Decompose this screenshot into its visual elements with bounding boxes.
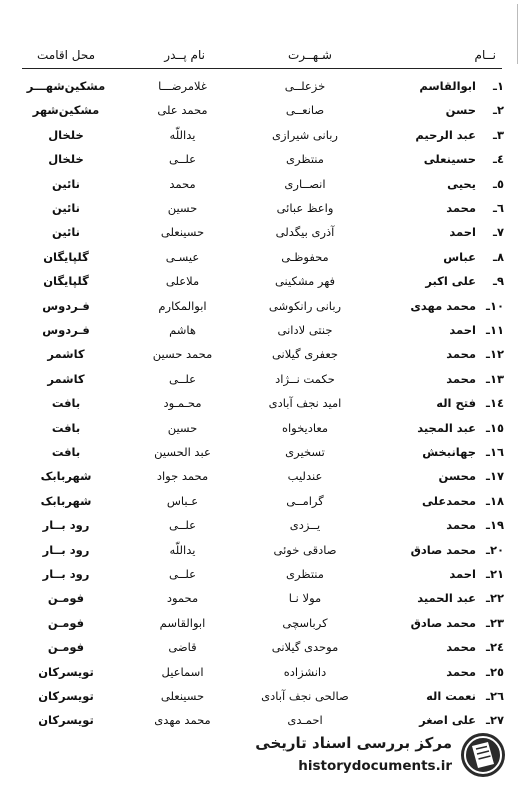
row-number: ٩ـ	[493, 274, 504, 289]
table-row	[0, 392, 520, 416]
table-row	[0, 270, 520, 294]
table-row	[0, 221, 520, 245]
watermark-url: historydocuments.ir	[298, 758, 452, 774]
row-fame: صانعــی	[285, 103, 325, 118]
row-name: عبد المجید	[417, 420, 476, 435]
row-name: محمد	[446, 201, 476, 215]
row-residence: خلخال	[48, 127, 84, 142]
row-residence: تویسرکان	[38, 713, 94, 728]
table-row	[0, 587, 520, 611]
table-row	[0, 75, 520, 99]
row-fame: آذری بیگدلی	[275, 225, 335, 240]
row-residence: فومـن	[47, 591, 85, 606]
row-fame: خزعلــی	[284, 79, 326, 93]
table-row	[0, 99, 520, 123]
row-residence: تویسرکان	[38, 664, 94, 679]
row-father: علــی	[169, 152, 196, 167]
row-fame: محفوظـی	[281, 249, 329, 264]
row-fame: تسخیری	[285, 445, 325, 459]
row-name: محمد	[446, 371, 476, 386]
row-father: هاشم	[169, 323, 196, 337]
row-fame: یــزدی	[289, 518, 321, 533]
row-fame: دانشزاده	[283, 664, 327, 679]
row-number: ٢٧ـ	[486, 713, 504, 728]
row-name: علی اکبر	[425, 274, 476, 289]
row-name: محمد	[446, 347, 476, 362]
row-number: ٢٣ـ	[486, 615, 504, 630]
row-residence: فومـن	[47, 615, 85, 630]
row-name: عبد الحمید	[417, 591, 476, 606]
row-number: ١٣ـ	[486, 371, 504, 386]
row-fame: جنتی لادانی	[277, 323, 333, 337]
watermark-title: مرکز بررسی اسناد تاریخی	[255, 734, 452, 752]
row-number: ٦ـ	[493, 201, 504, 215]
row-name: محسن	[438, 469, 476, 484]
row-name: جهانبخش	[422, 445, 476, 459]
row-father: حسینعلی	[160, 689, 205, 703]
row-name: حسینعلی	[423, 152, 476, 167]
row-number: ١٥ـ	[486, 420, 504, 435]
table-row	[0, 246, 520, 270]
table-row	[0, 368, 520, 392]
row-name: احمد	[449, 323, 476, 337]
row-name: علی اصغر	[419, 713, 476, 728]
row-number: ٢ـ	[493, 103, 504, 118]
row-fame: گرامــی	[286, 493, 324, 508]
row-name: عباس	[443, 249, 476, 264]
row-residence: فـردوس	[42, 298, 90, 313]
row-number: ١٠ـ	[486, 298, 504, 313]
row-father: عبد الحسین	[154, 445, 211, 459]
row-number: ١١ـ	[486, 323, 504, 337]
row-residence: فومـن	[47, 640, 85, 655]
row-father: حسین	[167, 201, 198, 215]
row-residence: بافت	[51, 420, 81, 435]
row-father: محمود	[166, 591, 199, 606]
row-father: غلامرضـــا	[158, 79, 207, 93]
row-fame: منتظری	[286, 567, 324, 581]
row-father: ابوالقاسم	[159, 615, 206, 630]
row-residence: مشکین‌شهر	[32, 103, 100, 118]
row-number: ١٤ـ	[486, 396, 504, 411]
row-fame: امید نجف آبادی	[268, 396, 342, 411]
row-father: ابوالمکارم	[158, 298, 207, 313]
row-fame: موحدی گیلانی	[271, 640, 339, 655]
row-number: ٨ـ	[493, 249, 504, 264]
document-seal-icon	[458, 730, 508, 780]
row-fame: جعفری گیلانی	[271, 347, 339, 362]
table-row	[0, 514, 520, 538]
row-residence: رود بــار	[42, 518, 90, 533]
row-fame: ربانی شیرازی	[272, 127, 338, 142]
row-number: ٧ـ	[493, 225, 504, 240]
row-residence: تویسرکان	[38, 689, 94, 703]
row-name: محمدعلی	[422, 493, 476, 508]
row-father: یداللّه	[169, 542, 196, 557]
header-residence: محل اقامت	[36, 48, 95, 62]
row-father: محمد	[169, 176, 196, 191]
row-name: عبد الرحیم	[415, 127, 476, 142]
row-number: ٢٦ـ	[486, 689, 504, 703]
row-residence: شهربابک	[40, 469, 92, 484]
row-number: ٢١ـ	[486, 567, 504, 581]
row-name: محمد	[446, 664, 476, 679]
row-father: اسماعیل	[161, 664, 204, 679]
row-residence: گلپایگان	[43, 274, 89, 289]
row-name: ابوالقاسم	[419, 79, 476, 93]
row-father: علــی	[169, 371, 196, 386]
header-name: نــام	[474, 48, 496, 62]
row-fame: واعظ عبائی	[276, 201, 334, 215]
row-residence: بافت	[51, 396, 81, 411]
table-row	[0, 148, 520, 172]
row-residence: شهربابک	[40, 493, 92, 508]
table-row	[0, 636, 520, 660]
table-row	[0, 173, 520, 197]
row-residence: نائین	[52, 225, 80, 240]
table-row	[0, 124, 520, 148]
table-row	[0, 343, 520, 367]
row-name: نعمت اله	[426, 689, 476, 703]
row-number: ١ـ	[493, 79, 504, 93]
table-row	[0, 539, 520, 563]
header-rule	[22, 68, 502, 69]
row-father: محمد علی	[157, 103, 208, 118]
row-name: فتح اله	[436, 396, 476, 411]
row-residence: مشکین‌شهـــر	[26, 79, 106, 93]
table-row	[0, 490, 520, 514]
row-fame: احمـدی	[287, 713, 323, 728]
header-fame: شـهــرت	[287, 48, 332, 62]
row-number: ٢٥ـ	[486, 664, 504, 679]
row-fame: ربانی رانکوشی	[268, 298, 342, 313]
row-father: حسین	[167, 420, 198, 435]
row-number: ٢٠ـ	[486, 542, 504, 557]
row-name: محمد صادق	[410, 615, 476, 630]
row-fame: مولا نـا	[288, 591, 322, 606]
row-residence: بافت	[51, 445, 81, 459]
row-residence: خلخال	[48, 152, 84, 167]
table-header	[0, 40, 520, 70]
table-row	[0, 197, 520, 221]
table-row	[0, 319, 520, 343]
row-residence: کاشمر	[47, 347, 85, 362]
row-father: محـمـود	[163, 396, 202, 411]
row-number: ٥ـ	[493, 176, 504, 191]
row-residence: گلپایگان	[43, 249, 89, 264]
row-fame: صادقی خوئی	[273, 542, 337, 557]
row-residence: نائین	[52, 176, 80, 191]
row-number: ١٦ـ	[486, 445, 504, 459]
row-name: محمد مهدی	[410, 298, 476, 313]
row-number: ٣ـ	[493, 127, 504, 142]
row-fame: معادیخواه	[281, 420, 329, 435]
row-name: حسن	[445, 103, 476, 118]
row-father: عیسـی	[165, 249, 200, 264]
row-fame: عندلیب	[287, 469, 323, 484]
row-father: یداللّه	[169, 127, 196, 142]
row-father: محمد مهدی	[154, 713, 211, 728]
row-father: عـباس	[166, 493, 199, 508]
row-name: یحیی	[447, 176, 476, 191]
row-father: حسینعلی	[160, 225, 205, 240]
row-number: ١٧ـ	[486, 469, 504, 484]
row-residence: کاشمر	[47, 371, 85, 386]
row-residence: نائین	[52, 201, 80, 215]
row-fame: منتظری	[286, 152, 324, 167]
row-father: علــی	[169, 567, 196, 581]
row-number: ٢٤ـ	[486, 640, 504, 655]
row-name: محمد	[446, 518, 476, 533]
row-residence: فـردوس	[42, 323, 90, 337]
watermark-logo	[232, 728, 512, 782]
row-father: محمد جواد	[156, 469, 209, 484]
table-row	[0, 661, 520, 685]
table-row	[0, 465, 520, 489]
row-father: قاضی	[168, 640, 197, 655]
row-residence: رود بــار	[42, 567, 90, 581]
row-father: ملاعلی	[165, 274, 200, 289]
row-fame: انصــاری	[284, 176, 326, 191]
table-row	[0, 417, 520, 441]
row-name: محمد صادق	[410, 542, 476, 557]
row-fame: فهر مشکینی	[274, 274, 336, 289]
table-row	[0, 295, 520, 319]
row-name: احمد	[449, 567, 476, 581]
table-row	[0, 563, 520, 587]
row-name: محمد	[446, 640, 476, 655]
row-name: احمد	[449, 225, 476, 240]
header-father: نام پــدر	[164, 48, 205, 62]
table-row	[0, 612, 520, 636]
row-number: ١٨ـ	[486, 493, 504, 508]
row-number: ٤ـ	[493, 152, 504, 167]
row-fame: حکمت نــژاد	[275, 371, 335, 386]
row-fame: صالحی نجف آبادی	[261, 689, 349, 703]
row-number: ١٢ـ	[486, 347, 504, 362]
row-father: علــی	[169, 518, 196, 533]
row-father: محمد حسین	[152, 347, 213, 362]
row-fame: کرباسچی	[282, 615, 328, 630]
row-number: ١٩ـ	[486, 518, 504, 533]
table-row	[0, 441, 520, 465]
row-residence: رود بــار	[42, 542, 90, 557]
row-number: ٢٢ـ	[486, 591, 504, 606]
table-row	[0, 685, 520, 709]
